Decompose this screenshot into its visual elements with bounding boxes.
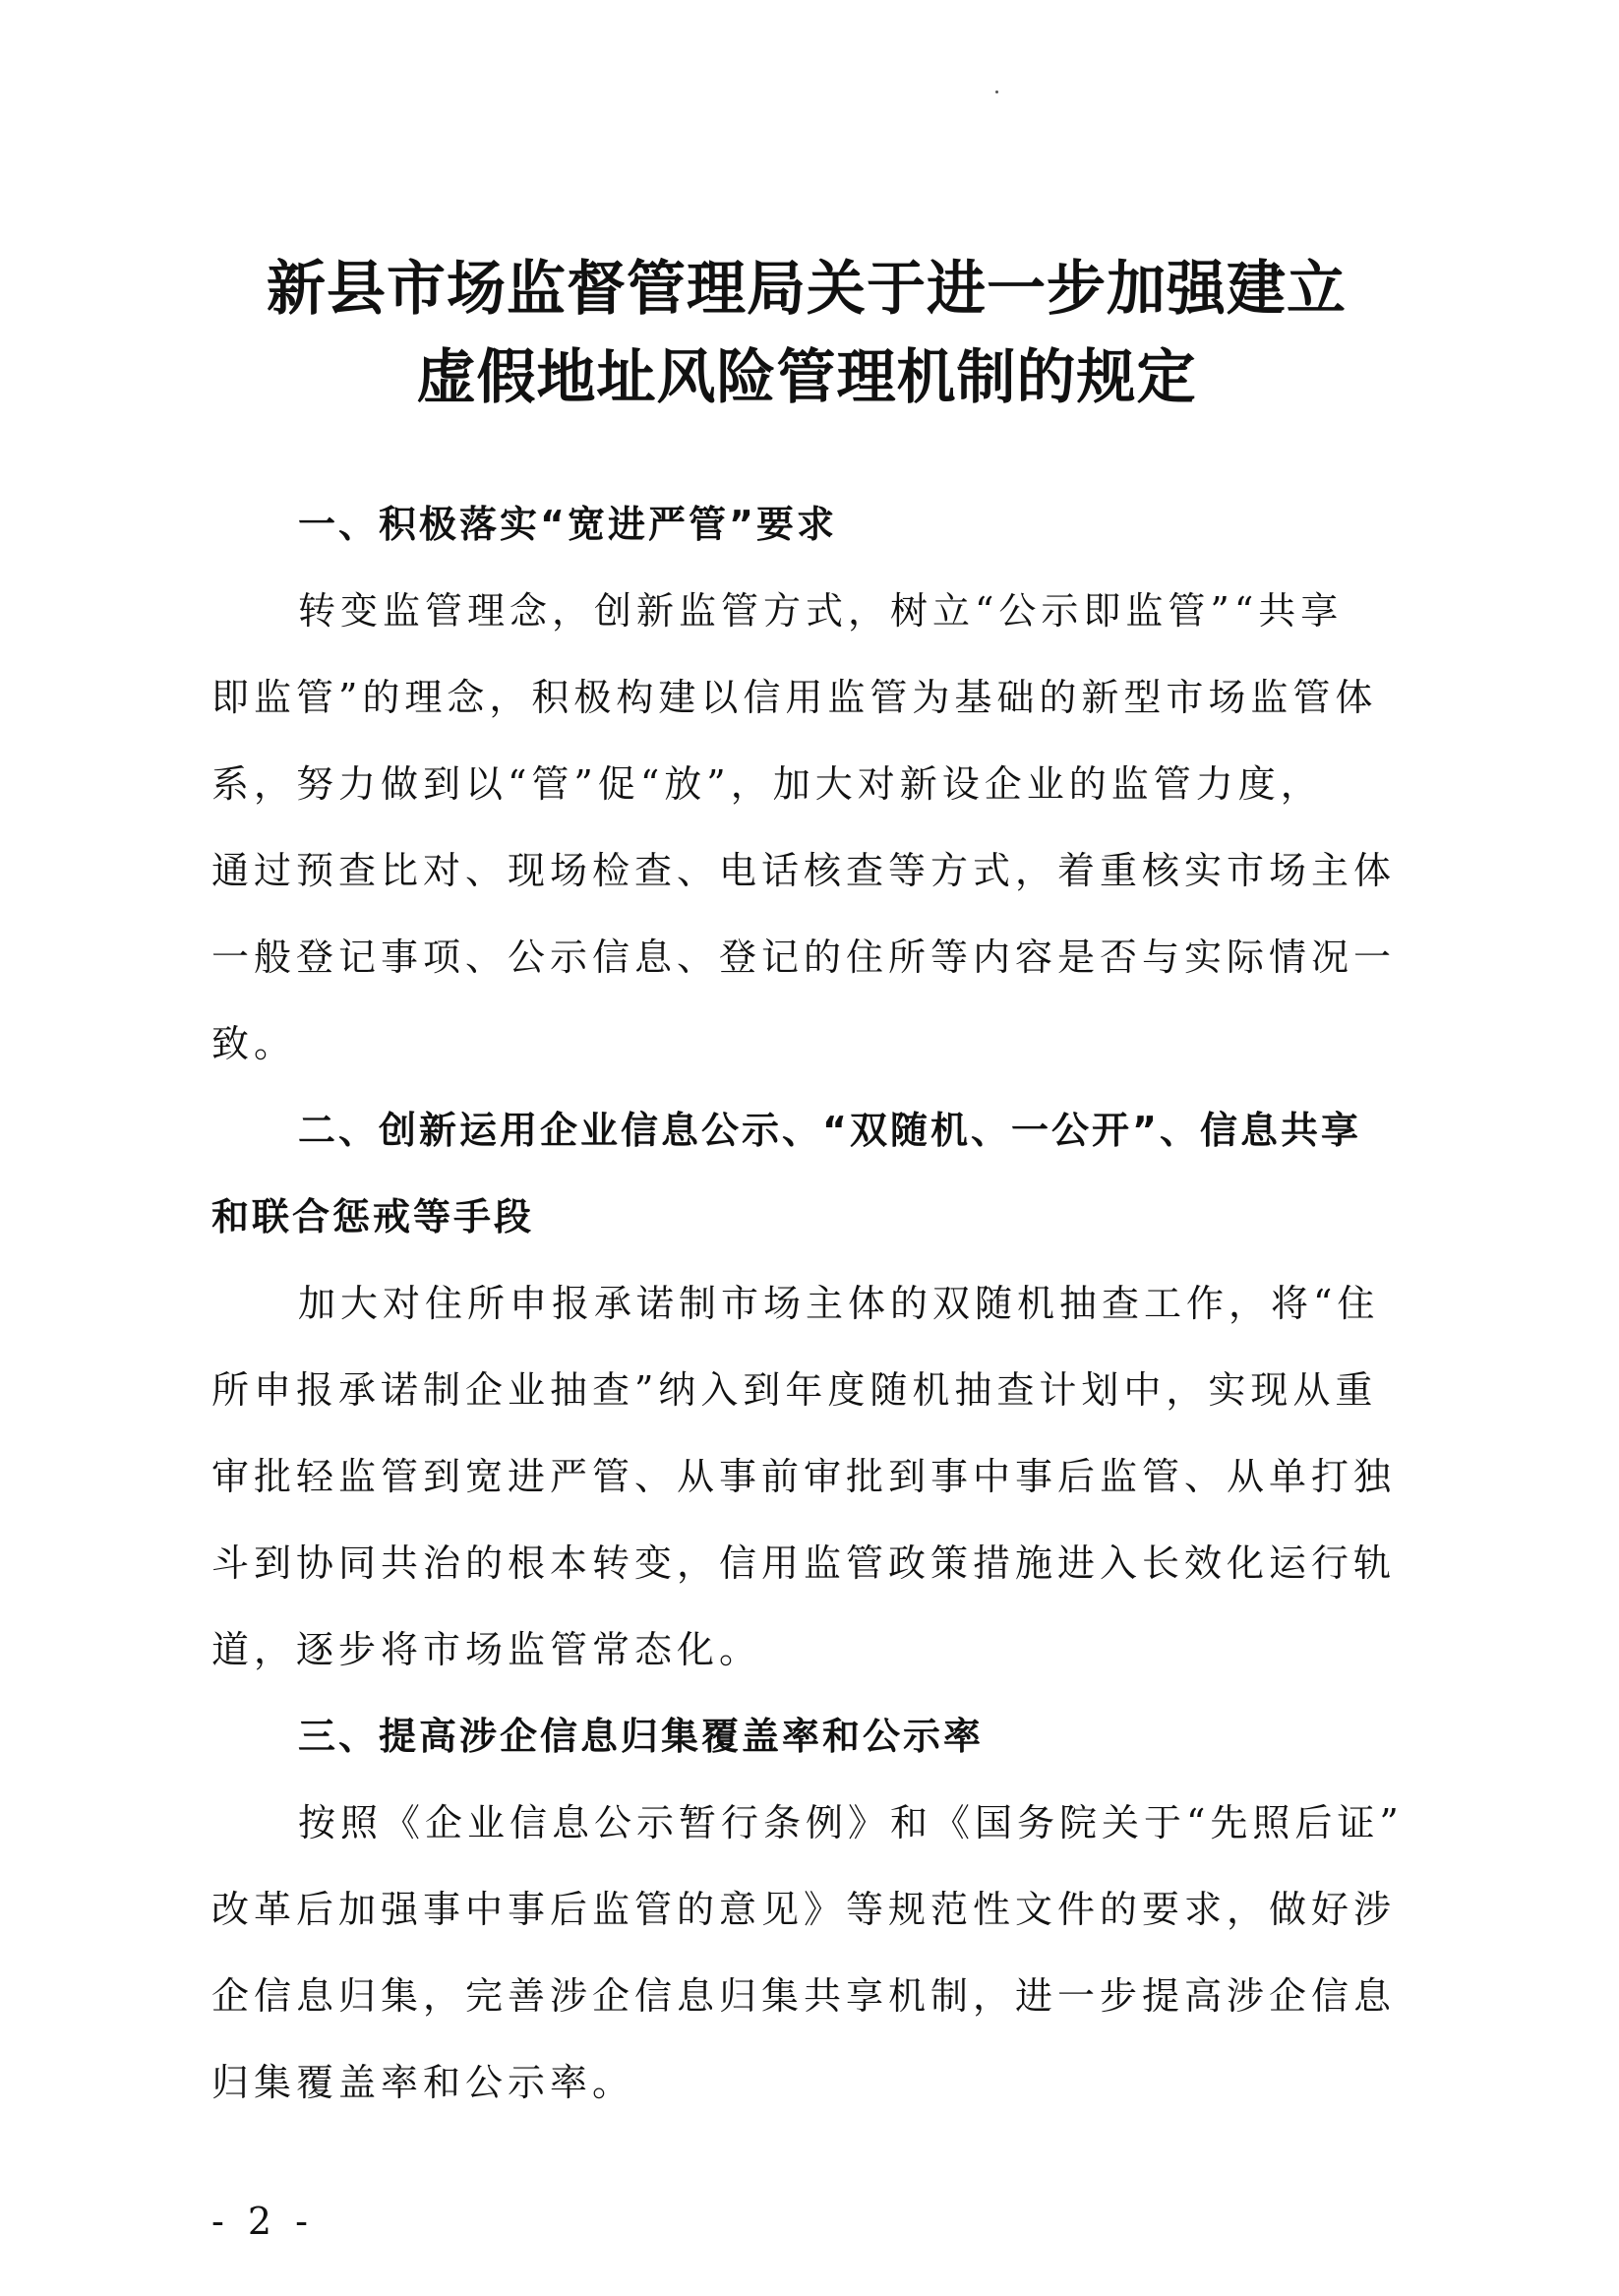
section-3-paragraph-line: 企信息归集，完善涉企信息归集共享机制，进一步提高涉企信息 xyxy=(211,1974,1397,2018)
section-2-heading-continued: 和联合惩戒等手段 xyxy=(211,1195,535,1239)
page-number: - 2 - xyxy=(211,2200,315,2243)
document-title-line-2: 虚假地址风险管理机制的规定 xyxy=(416,343,1197,412)
scan-artifact-dot xyxy=(995,91,998,93)
section-2-paragraph-line: 加大对住所申报承诺制市场主体的双随机抽查工作，将“住 xyxy=(298,1282,1380,1325)
document-title-line-1: 新县市场监督管理局关于进一步加强建立 xyxy=(267,255,1347,324)
section-3-paragraph-line: 按照《企业信息公示暂行条例》和《国务院关于“先照后证” xyxy=(298,1801,1404,1844)
section-3-heading: 三、提高涉企信息归集覆盖率和公示率 xyxy=(298,1715,985,1758)
section-2-paragraph-line: 道，逐步将市场监管常态化。 xyxy=(211,1628,762,1671)
section-1-paragraph-line: 通过预查比对、现场检查、电话核查等方式，着重核实市场主体 xyxy=(211,849,1397,892)
section-1-paragraph-line: 转变监管理念，创新监管方式，树立“公示即监管”“共享 xyxy=(298,589,1344,633)
section-2-paragraph-line: 审批轻监管到宽进严管、从事前审批到事中事后监管、从单打独 xyxy=(211,1455,1397,1498)
section-1-paragraph-line: 致。 xyxy=(211,1022,297,1065)
section-3-paragraph-line: 改革后加强事中事后监管的意见》等规范性文件的要求，做好涉 xyxy=(211,1888,1397,1931)
section-1-paragraph-line: 系，努力做到以“管”促“放”，加大对新设企业的监管力度， xyxy=(211,762,1323,806)
section-2-paragraph-line: 所申报承诺制企业抽查”纳入到年度随机抽查计划中，实现从重 xyxy=(211,1368,1378,1412)
section-1-paragraph-line: 一般登记事项、公示信息、登记的住所等内容是否与实际情况一 xyxy=(211,936,1397,979)
section-1-heading: 一、积极落实“宽进严管”要求 xyxy=(298,503,837,546)
section-2-heading: 二、创新运用企业信息公示、“双随机、一公开”、信息共享 xyxy=(298,1109,1361,1152)
section-2-paragraph-line: 斗到协同共治的根本转变，信用监管政策措施进入长效化运行轨 xyxy=(211,1541,1397,1585)
section-1-paragraph-line: 即监管”的理念，积极构建以信用监管为基础的新型市场监管体 xyxy=(211,676,1378,719)
section-3-paragraph-line: 归集覆盖率和公示率。 xyxy=(211,2061,635,2104)
